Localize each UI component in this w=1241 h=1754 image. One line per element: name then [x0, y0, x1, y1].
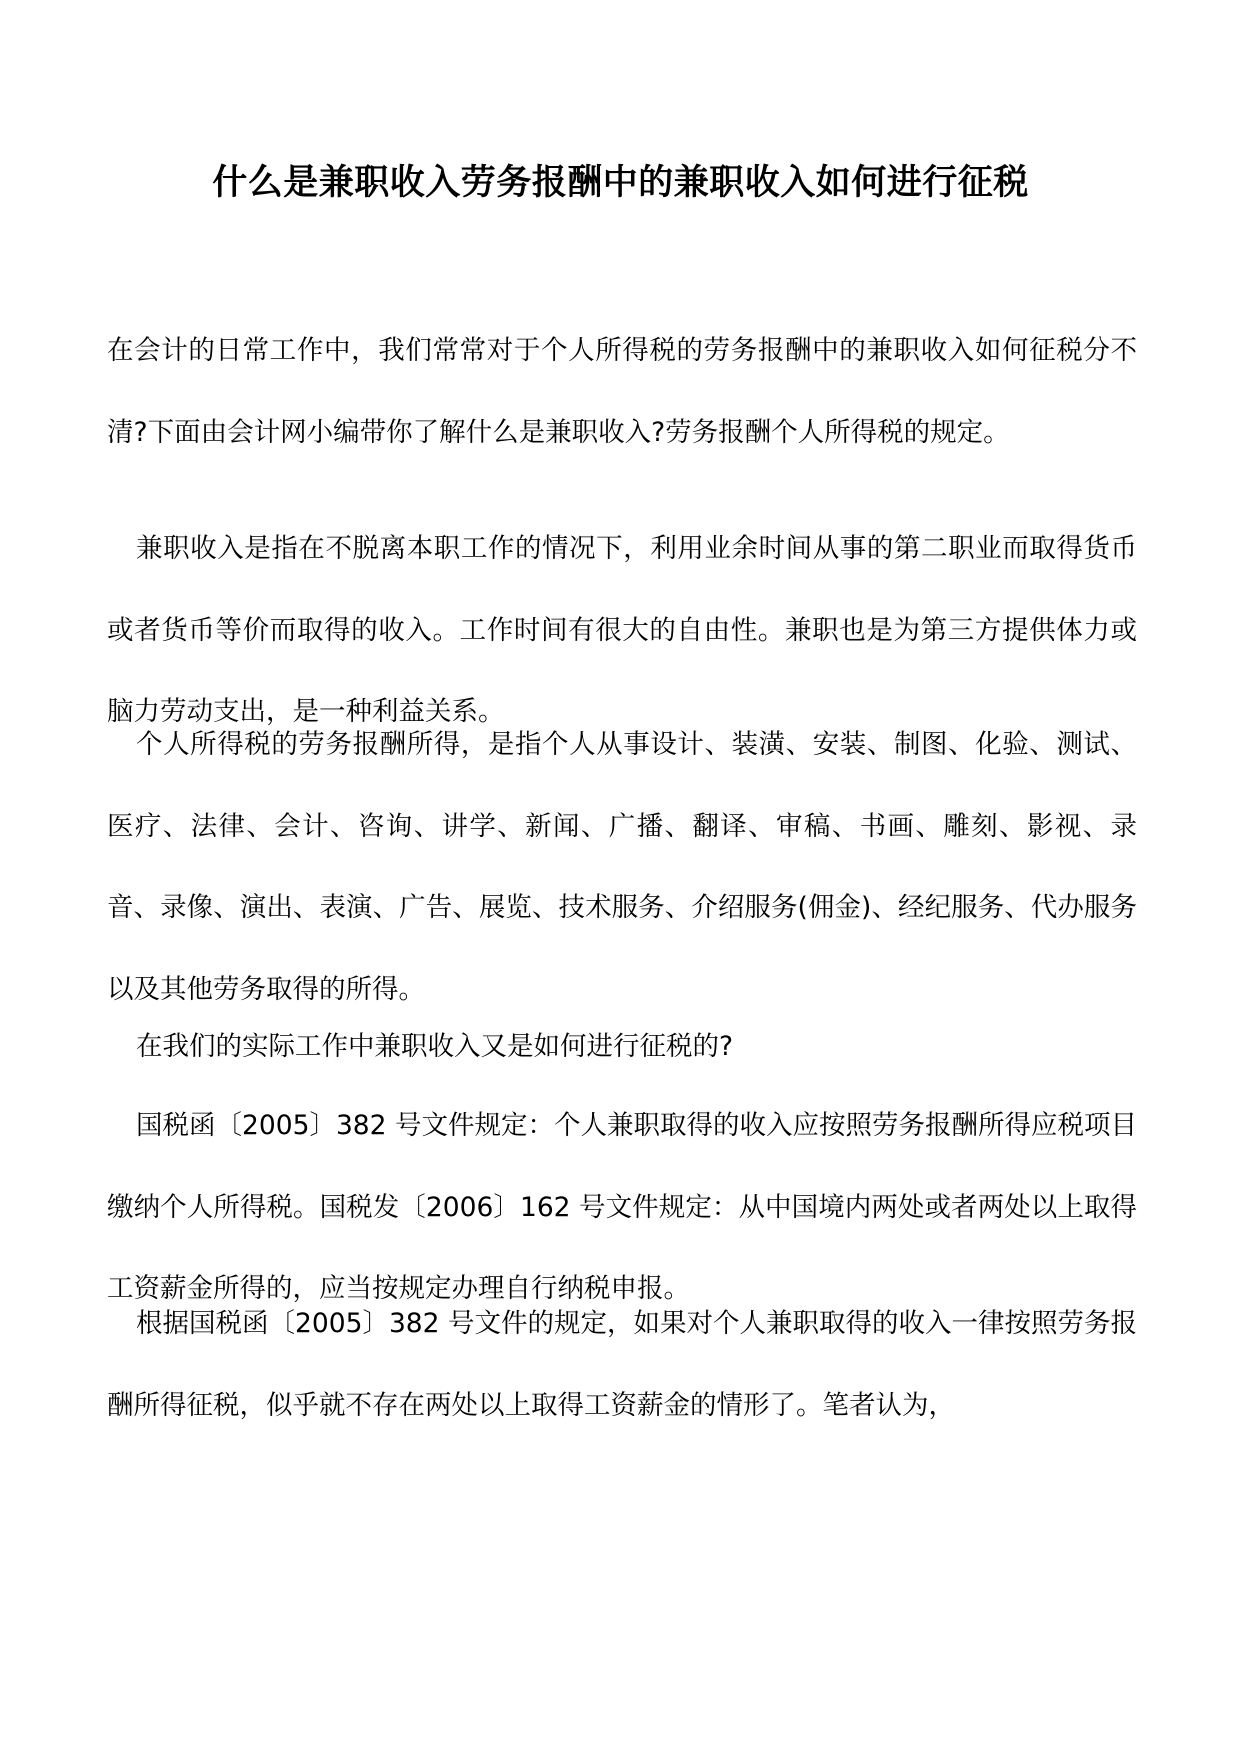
- paragraph-analysis: 根据国税函〔2005〕382 号文件的规定，如果对个人兼职取得的收入一律按照劳务报酬所得征税，似乎就不存在两处以上取得工资薪金的情形了。笔者认为，: [107, 1308, 1137, 1421]
- paragraph-labor-remuneration: 个人所得税的劳务报酬所得，是指个人从事设计、装潢、安装、制图、化验、测试、医疗、法律、会计、咨询、讲学、新闻、广播、翻译、审稿、书画、雕刻、影视、录音、录像、演出、表演、广告、展览、技术服务、介绍服务(佣金)、经纪服务、代办服务以及其他劳务取得的所得。: [107, 729, 1137, 1005]
- paragraph-intro: 在会计的日常工作中，我们常常对于个人所得税的劳务报酬中的兼职收入如何征税分不清?下面由会计网小编带你了解什么是兼职收入?劳务报酬个人所得税的规定。: [107, 335, 1137, 448]
- paragraph-regulation: 国税函〔2005〕382 号文件规定：个人兼职取得的收入应按照劳务报酬所得应税项目缴纳个人所得税。国税发〔2006〕162 号文件规定：从中国境内两处或者两处以上取得工资薪金所得的，应当按规定办理自行纳税申报。: [107, 1110, 1137, 1304]
- paragraph-question: 在我们的实际工作中兼职收入又是如何进行征税的?: [136, 1031, 734, 1062]
- document-title: 什么是兼职收入劳务报酬中的兼职收入如何进行征税: [212, 163, 1029, 203]
- paragraph-definition: 兼职收入是指在不脱离本职工作的情况下，利用业余时间从事的第二职业而取得货币或者货币等价而取得的收入。工作时间有很大的自由性。兼职也是为第三方提供体力或脑力劳动支出，是一种利益关系。: [107, 533, 1137, 727]
